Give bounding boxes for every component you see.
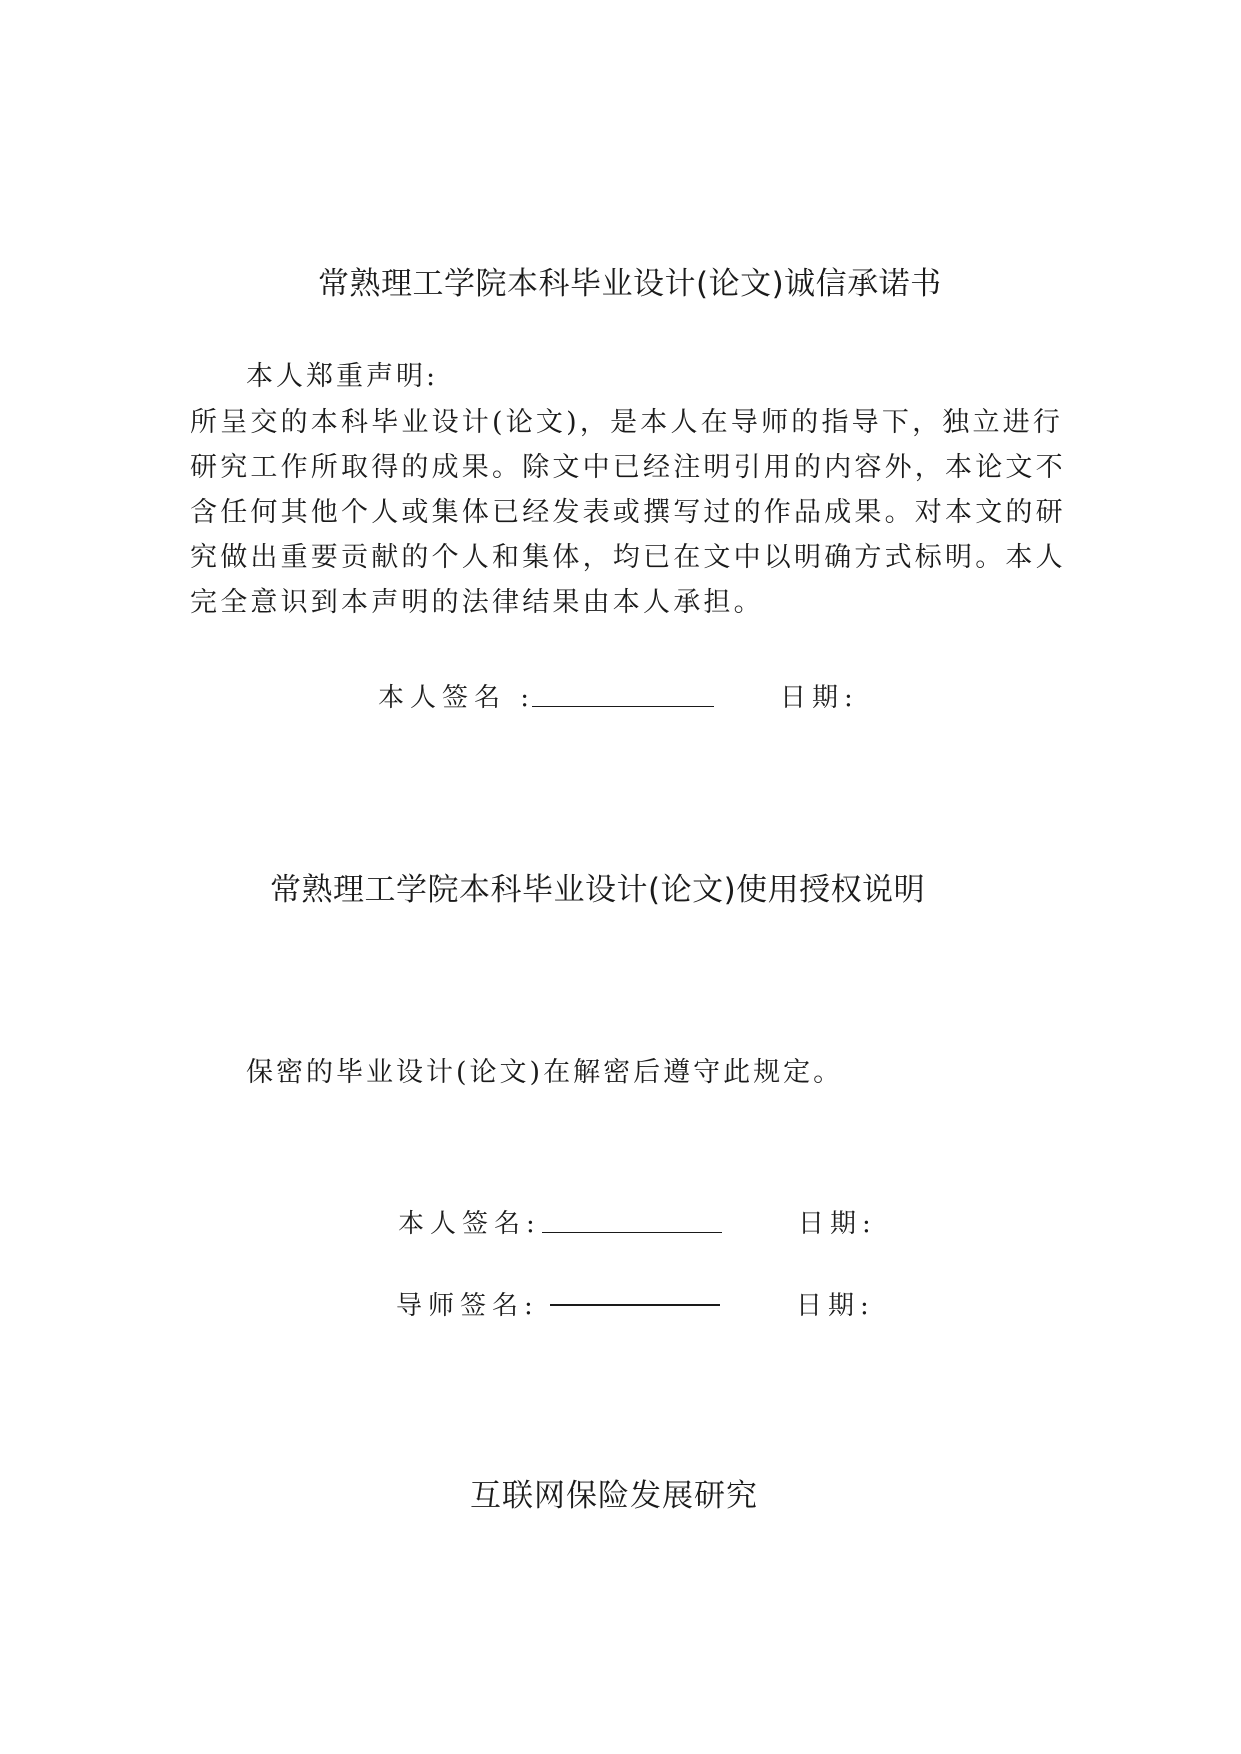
integrity-intro: 本人郑重声明: bbox=[246, 361, 439, 392]
thesis-title: 互联网保险发展研究 bbox=[470, 1478, 758, 1514]
advisor-signature-label: 导师签名: bbox=[396, 1291, 539, 1321]
integrity-signature-label: 本人签名 : bbox=[378, 683, 536, 713]
authorization-note: 保密的毕业设计(论文)在解密后遵守此规定。 bbox=[246, 1057, 844, 1088]
author-signature-label: 本人签名: bbox=[398, 1209, 541, 1239]
paragraph-line: 含任何其他个人或集体已经发表或撰写过的作品成果。对本文的研 bbox=[190, 497, 1066, 528]
authorization-title: 常熟理工学院本科毕业设计(论文)使用授权说明 bbox=[270, 872, 926, 908]
advisor-signature-line[interactable] bbox=[550, 1304, 720, 1306]
paragraph-line: 研究工作所取得的成果。除文中已经注明引用的内容外，本论文不 bbox=[190, 452, 1066, 483]
advisor-date-label: 日期: bbox=[796, 1291, 875, 1321]
integrity-title: 常熟理工学院本科毕业设计(论文)诚信承诺书 bbox=[318, 266, 942, 302]
author-signature-line[interactable] bbox=[542, 1232, 722, 1233]
paragraph-line: 所呈交的本科毕业设计(论文)，是本人在导师的指导下，独立进行 bbox=[190, 407, 1064, 438]
paragraph-line: 究做出重要贡献的个人和集体，均已在文中以明确方式标明。本人 bbox=[190, 542, 1066, 573]
integrity-date-label: 日期: bbox=[780, 683, 859, 713]
author-date-label: 日期: bbox=[798, 1209, 877, 1239]
paragraph-line: 完全意识到本声明的法律结果由本人承担。 bbox=[190, 587, 764, 618]
integrity-signature-line[interactable] bbox=[532, 706, 714, 707]
